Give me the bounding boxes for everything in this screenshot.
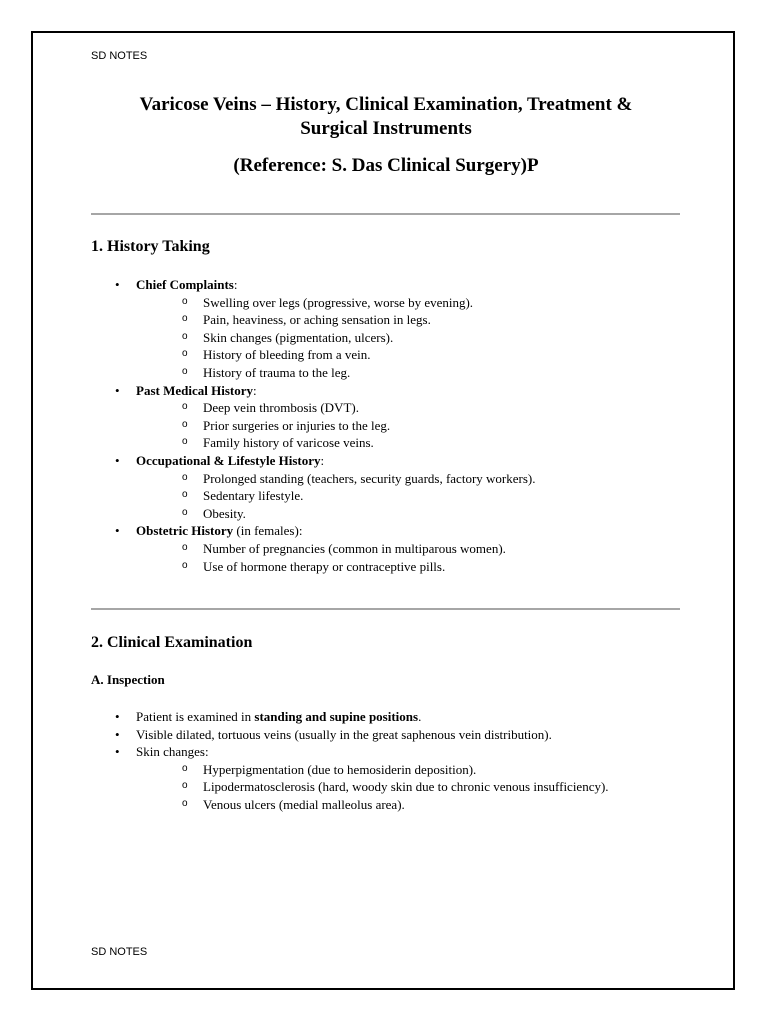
list-item: o Lipodermatosclerosis (hard, woody skin due to chronic venous insufficiency).	[181, 778, 713, 796]
list-item: o History of bleeding from a vein.	[181, 346, 713, 364]
text-bold: standing and supine positions	[254, 709, 419, 724]
group-label: Skin changes:	[136, 744, 209, 760]
list-item: o Hyperpigmentation (due to hemosiderin deposition).	[181, 761, 713, 779]
title-block	[91, 93, 681, 178]
group-suffix: :	[320, 452, 325, 468]
list-item: o Family history of varicose veins.	[181, 434, 713, 452]
list-item: o Deep vein thrombosis (DVT).	[181, 399, 713, 417]
list-item-positions	[113, 708, 713, 726]
group-label: Past Medical History	[136, 382, 253, 398]
section-heading-clinical-examination: 2. Clinical Examination	[91, 634, 253, 651]
subheading-inspection: A. Inspection	[91, 672, 165, 687]
list-item: o Prior surgeries or injuries to the leg.	[181, 417, 713, 435]
list-item: o Number of pregnancies (common in multiparous women).	[181, 540, 713, 558]
group-label: Occupational & Lifestyle History	[136, 452, 321, 468]
list-item-occupational-lifestyle	[113, 452, 713, 522]
header-note: SD NOTES	[91, 50, 148, 62]
text-suffix: .	[418, 709, 422, 724]
list-item: o Pain, heaviness, or aching sensation in legs.	[181, 311, 713, 329]
group-label: Obstetric History	[136, 523, 234, 539]
list-item-chief-complaints	[113, 276, 713, 382]
list-item-obstetric-history	[113, 522, 713, 575]
group-suffix: :	[233, 277, 238, 292]
title-line-1: Varicose Veins – History, Clinical Examination, Treatment &	[139, 94, 633, 115]
list-item: o Venous ulcers (medial malleolus area).	[181, 796, 713, 814]
list-item-past-medical-history	[113, 382, 713, 452]
horizontal-rule	[91, 608, 680, 610]
text-prefix: Patient is examined in	[136, 709, 255, 724]
footer-note: SD NOTES	[91, 946, 148, 958]
document-page	[31, 31, 735, 990]
list-item: o Skin changes (pigmentation, ulcers).	[181, 329, 713, 347]
horizontal-rule	[91, 213, 680, 215]
document-title	[91, 93, 681, 141]
title-line-2: Surgical Instruments	[300, 118, 472, 139]
list-item: o Obesity.	[181, 505, 713, 523]
list-item-visible-veins: • Visible dilated, tortuous veins (usually in the great saphenous vein distribution).	[113, 726, 713, 744]
list-item: o Use of hormone therapy or contraceptive pills.	[181, 558, 713, 576]
section-heading-history: 1. History Taking	[91, 238, 210, 255]
list-item-skin-changes	[113, 743, 713, 813]
list-item: o Prolonged standing (teachers, security guards, factory workers).	[181, 470, 713, 488]
history-list	[113, 276, 713, 575]
group-suffix: (in females):	[233, 523, 303, 539]
list-item: o Sedentary lifestyle.	[181, 487, 713, 505]
list-item: o Swelling over legs (progressive, worse by evening).	[181, 294, 713, 312]
list-item: o History of trauma to the leg.	[181, 364, 713, 382]
group-suffix: :	[252, 382, 257, 398]
group-label: Chief Complaints	[136, 277, 234, 292]
reference-line: (Reference: S. Das Clinical Surgery)P	[233, 155, 539, 176]
inspection-list	[113, 708, 713, 814]
